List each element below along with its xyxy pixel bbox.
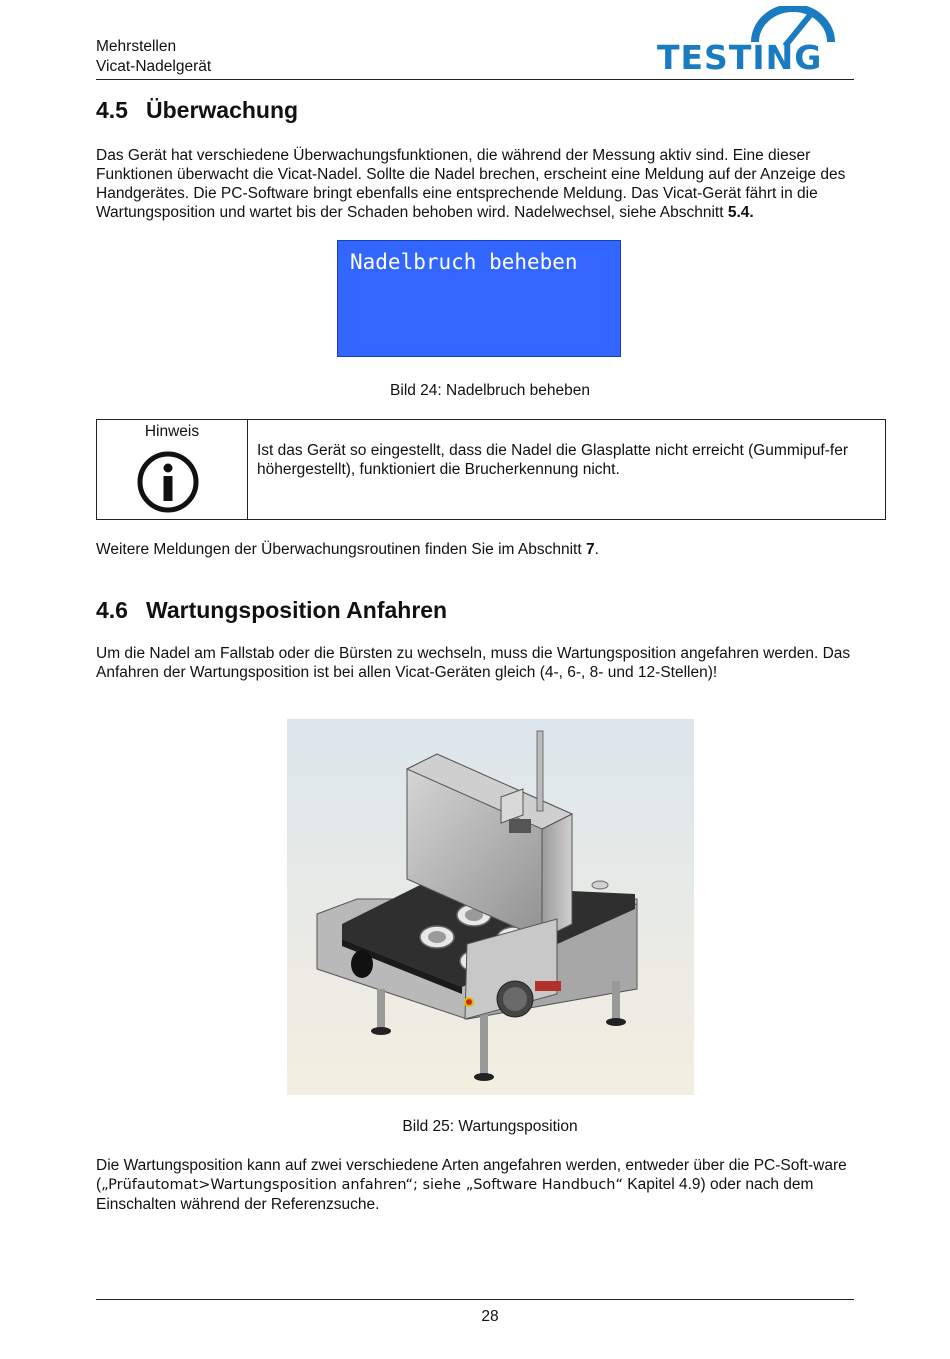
display-message: Nadelbruch beheben xyxy=(350,250,578,274)
section-4-6-paragraph: Um die Nadel am Fallstab oder die Bürsten zu wechseln, muss die Wartungsposition angefahren werden. Das Anfahren der Wartungsposition ist bei allen Vicat-Geräten gleich (4-, 6-, 8- und 12-Stellen)! xyxy=(96,645,851,681)
section-number: 4.6 xyxy=(96,597,128,623)
paragraph-end: . xyxy=(594,541,599,558)
software-menu-path: „Prüfautomat>Wartungsposition anfahren“; siehe „Software Handbuch“ xyxy=(101,1177,623,1193)
note-divider xyxy=(247,420,248,519)
closing-paragraph xyxy=(96,1156,896,1214)
section-title: Wartungsposition Anfahren xyxy=(146,597,448,623)
note-label: Hinweis xyxy=(144,423,200,440)
paragraph-text-end: Kapitel 4.9) oder nach dem Einschalten während der Referenzsuche. xyxy=(96,1176,814,1213)
logo-wordmark: TESTING xyxy=(657,38,823,77)
note-text: Ist das Gerät so eingestellt, dass die Nadel die Glasplatte nicht erreicht (Gummipuf-fer höhergestellt), funktioniert die Brucherkennung nicht. xyxy=(257,442,848,478)
handheld-display xyxy=(337,240,621,357)
header-divider xyxy=(96,79,854,80)
section-4-5-paragraph xyxy=(96,146,886,222)
section-4-5-heading xyxy=(96,96,298,124)
figure-caption-24: Bild 24: Nadelbruch beheben xyxy=(390,382,590,399)
paragraph-text: Die Wartungsposition kann auf zwei verschiedene Arten angefahren werden, entweder über die PC-Soft-ware ( xyxy=(96,1157,847,1193)
paragraph-text: Das Gerät hat verschiedene Überwachungsfunktionen, die während der Messung aktiv sind. Eine dieser Funktionen überwacht die Vicat-Nadel. Sollte die Nadel brechen, erscheint eine Meldung auf der Anzeige des Handgerätes. Die PC-Software bringt ebenfalls eine entsprechende Meldung. Das Vicat-Gerät fährt in die Wartungsposition und wartet bis der Schaden behoben wird. Nadelwechsel, siehe Abschnitt xyxy=(96,147,846,221)
section-reference: 7 xyxy=(585,541,595,558)
paragraph-end: . xyxy=(749,204,754,221)
page-number: 28 xyxy=(481,1308,499,1325)
header-title-line2: Vicat-Nadelgerät xyxy=(96,58,212,75)
testing-logo xyxy=(657,6,855,76)
section-title: Überwachung xyxy=(146,97,299,123)
info-icon xyxy=(135,449,201,515)
section-number: 4.5 xyxy=(96,97,128,123)
section-4-6-heading xyxy=(96,596,447,624)
further-messages-paragraph xyxy=(96,540,886,559)
maintenance-position-image xyxy=(287,719,694,1095)
section-reference: 5.4 xyxy=(727,204,750,221)
footer-divider xyxy=(96,1299,854,1300)
note-box xyxy=(96,419,886,520)
figure-caption-25: Bild 25: Wartungsposition xyxy=(402,1118,578,1135)
header-title-line1: Mehrstellen xyxy=(96,38,177,55)
paragraph-text: Weitere Meldungen der Überwachungsroutinen finden Sie im Abschnitt xyxy=(96,541,586,558)
